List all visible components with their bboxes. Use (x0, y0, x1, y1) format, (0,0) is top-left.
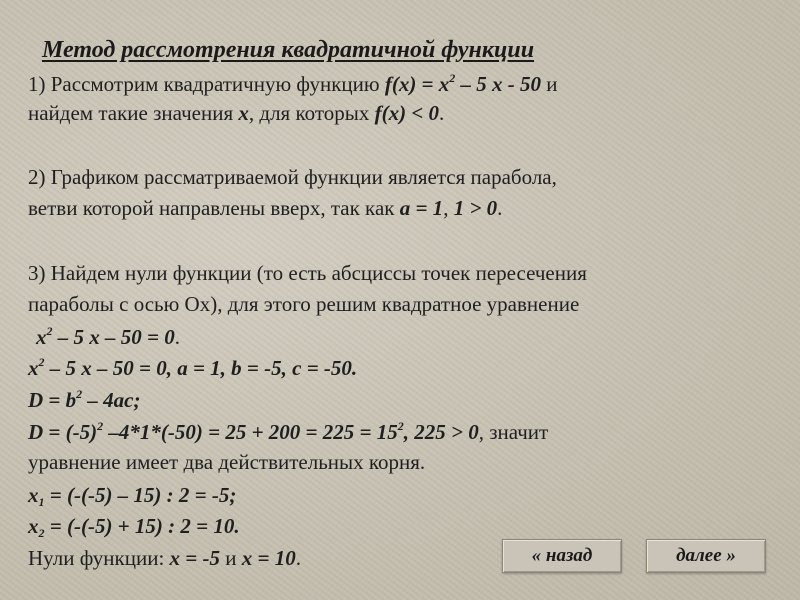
discriminant-formula: $D = b^2 - 4ac$; (28, 387, 141, 412)
step3-line1: 3) Найдем нули функции (то есть абсциссы точек пересечения (28, 261, 587, 285)
discriminant-value: $D = (-5)^2$ $-4*1*(-50) = 25 + 200 = 225 = 15^2$, 225 > 0, значит (28, 419, 549, 444)
step3-line2: параболы с осью Ох), для этого решим квадратное уравнение (28, 292, 580, 316)
text: и (541, 72, 558, 96)
step3-equation: $x^2 - 5$ x – 50 = 0. (36, 324, 180, 349)
text: 1) Рассмотрим квадратичную функцию (28, 72, 385, 96)
formula: $f(x) = x^2 - 5$ x - 50 (384, 71, 542, 96)
step1-line2: найдем такие значения x, для которых f(x) < 0. (28, 101, 445, 125)
roots-statement: уравнение имеет два действительных корня. (28, 450, 426, 474)
root-x1: $x_1 = (-(-5) - 15)$ : 2 = -5; (28, 483, 237, 509)
step1-line1 (28, 72, 558, 95)
step2-line2: ветви которой направлены вверх, так как a = 1, 1 > 0. (28, 196, 503, 220)
equation-coefficients: $x^2 - 5$ x – 50 = 0, a = 1, b = -5, c = -50. (28, 355, 358, 380)
next-button[interactable]: далее » (646, 539, 766, 573)
root-x2: $x_2 = (-(-5) + 15)$ : 2 = 10. (28, 514, 240, 540)
zeros-summary: Нули функции: x = -5 и x = 10. (28, 546, 301, 570)
back-button[interactable]: « назад (502, 539, 622, 573)
page-title: Метод рассмотрения квадратичной функции (42, 37, 535, 63)
step2-line1: 2) Графиком рассматриваемой функции является парабола, (28, 165, 557, 189)
